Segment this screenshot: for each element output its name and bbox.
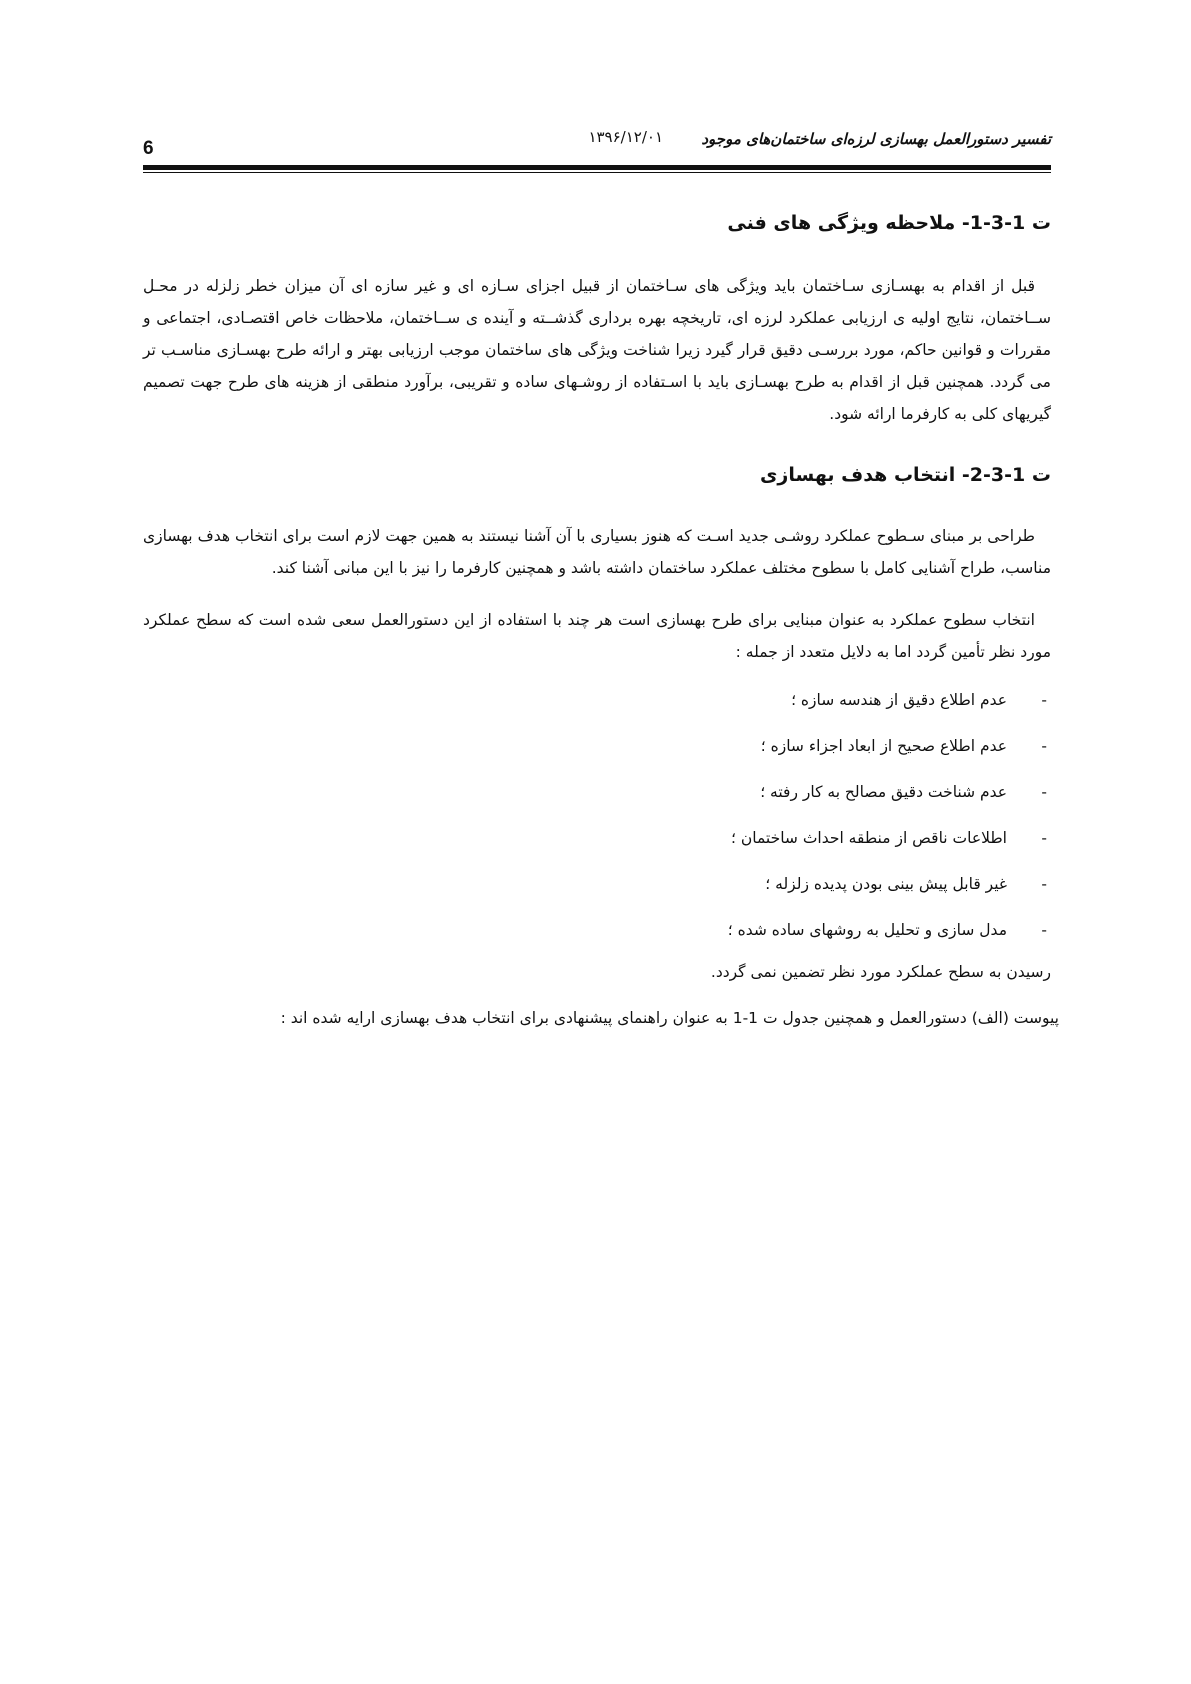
list-item-text: مدل سازی و تحلیل به روشهای ساده شده ؛ — [727, 921, 1007, 939]
list-item — [143, 868, 1051, 901]
list-bullet: - — [1041, 875, 1047, 893]
section-heading-technical-features: ت 1-3-1- ملاحظه ویژگی های فنی — [727, 212, 1051, 234]
list-item — [143, 684, 1051, 717]
list-item — [143, 776, 1051, 809]
header-date: ۱۳۹۶/۱۲/۰۱ — [588, 128, 663, 146]
list-bullet: - — [1041, 691, 1047, 709]
paragraph-performance-design: طراحی بر مبنای سـطوح عملکرد روشـی جدید اسـت که هنوز بسیاری با آن آشنا نیستند به همین جهت لازم است برای انتخاب هدف بهسازی مناسب، طراح آشنایی کامل با سطوح مختلف عملکرد ساختمان داشته باشد و همچنین کارفرما را نیز با این مبانی آشنا کند. — [143, 527, 1051, 577]
header-rule-thick — [143, 165, 1051, 170]
list-item-text: عدم اطلاع دقیق از هندسه سازه ؛ — [791, 691, 1007, 709]
document-body — [143, 196, 1059, 1034]
paragraph-technical-features: قبل از اقدام به بهسـازی سـاختمان باید ویژگی های سـاختمان از قبیل اجزای سـازه ای و غیر سازه ای آن میزان خطر زلزله در محـل ســاختمان، نتایج اولیه ی ارزیابی عملکرد لرزه ای، تاریخچه بهره برداری گذشــته و آینده ی ســاختمان، ملاحظات خاص اقتصـادی، اجتماعی و مقررات و قوانین حاکم، مورد بررسـی دقیق قرار گیرد زیرا شناخت ویژگی های ساختمان موجب ارزیابی بهتر و ارائه طرح بهسـازی مناسـب تر می گردد. همچنین قبل از اقدام به طرح بهسـازی باید با اسـتفاده از روشـهای ساده و تقریبی، برآورد منطقی از هزینه های طرح جهت تصمیم گیریهای کلی به کارفرما ارائه شود. — [143, 277, 1051, 423]
paragraph-conclusion: رسیدن به سطح عملکرد مورد نظر تضمین نمی گردد. — [710, 963, 1051, 981]
list-bullet: - — [1041, 921, 1047, 939]
list-bullet: - — [1041, 737, 1047, 755]
list-bullet: - — [1041, 783, 1047, 801]
page-number: 6 — [143, 138, 154, 159]
reasons-list — [143, 684, 1051, 947]
list-item — [143, 914, 1051, 947]
paragraph-performance-selection: انتخاب سطوح عملکرد به عنوان مبنایی برای طرح بهسازی است هر چند با استفاده از این دستورالعمل سعی شده است که سطح عملکرد مورد نظر تأمین گردد اما به دلایل متعدد از جمله : — [143, 611, 1051, 661]
list-item-text: اطلاعات ناقص از منطقه احداث ساختمان ؛ — [731, 829, 1007, 847]
list-bullet: - — [1041, 829, 1047, 847]
list-item — [143, 730, 1051, 763]
header-rule-thin — [143, 172, 1051, 173]
list-item — [143, 822, 1051, 855]
header-title: تفسیر دستورالعمل بهسازی لرزه‌ای ساختمان‌های موجود — [701, 130, 1051, 148]
list-item-text: عدم اطلاع صحیح از ابعاد اجزاء سازه ؛ — [760, 737, 1007, 755]
running-header — [143, 126, 1051, 166]
list-item-text: عدم شناخت دقیق مصالح به کار رفته ؛ — [760, 783, 1007, 801]
section-heading-retrofit-objective: ت 1-3-2- انتخاب هدف بهسازی — [760, 464, 1051, 486]
list-item-text: غیر قابل پیش بینی بودن پدیده زلزله ؛ — [765, 875, 1007, 893]
paragraph-appendix-reference: پیوست (الف) دستورالعمل و همچنین جدول ت 1-1 به عنوان راهنمای پیشنهادی برای انتخاب هدف بهسازی ارایه شده اند : — [280, 1009, 1059, 1027]
